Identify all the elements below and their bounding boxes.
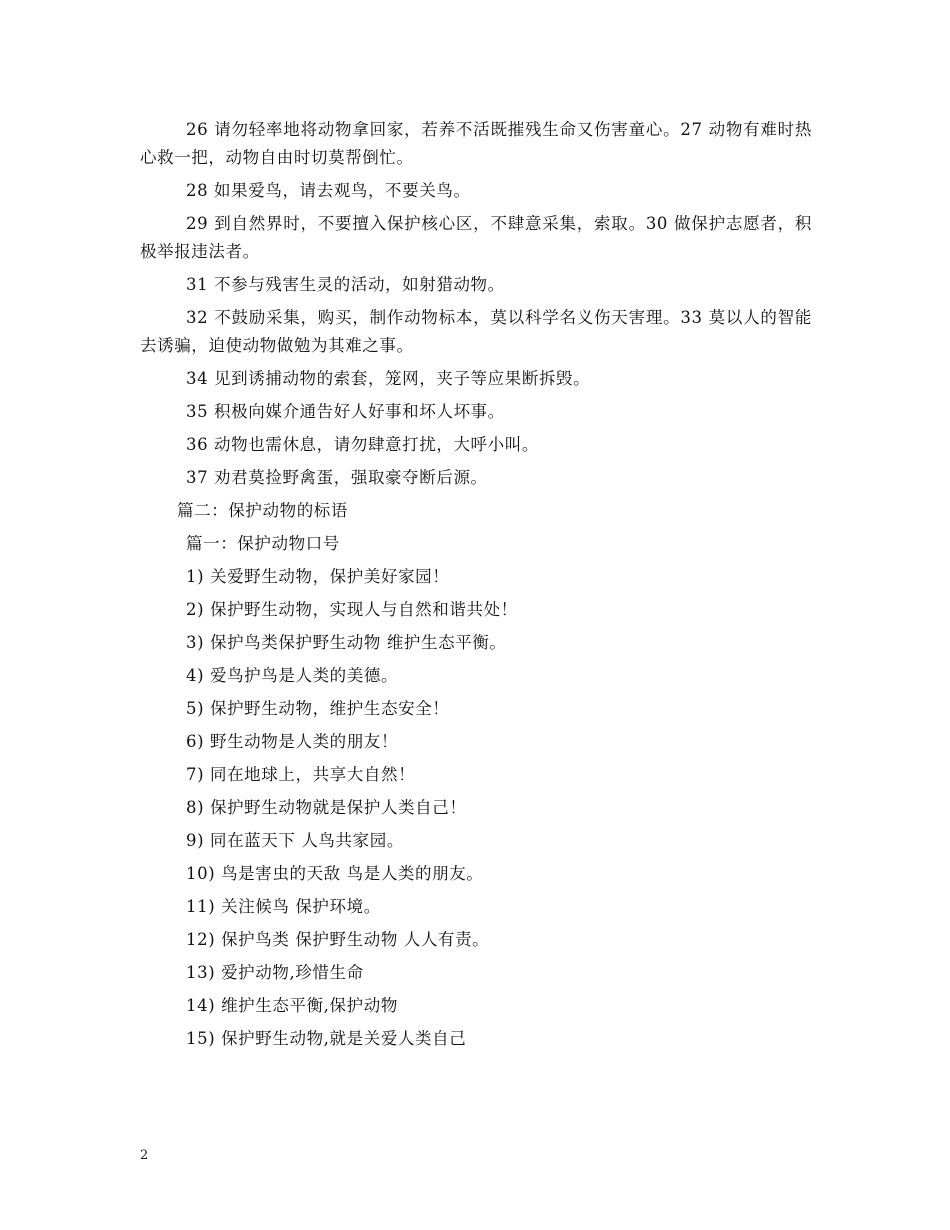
paragraph-31: 31 不参与残害生灵的活动，如射猎动物。 — [186, 275, 505, 294]
paragraph-36: 36 动物也需休息，请勿肆意打扰，大呼小叫。 — [186, 435, 539, 454]
paragraph-28: 28 如果爱鸟，请去观鸟，不要关鸟。 — [186, 181, 471, 200]
slogan-item: 5) 保护野生动物，维护生态安全！ — [186, 699, 450, 718]
slogan-item: 12) 保护鸟类 保护野生动物 人人有责。 — [186, 930, 490, 949]
slogan-item: 2) 保护野生动物，实现人与自然和谐共处！ — [186, 600, 518, 619]
slogan-item: 14) 维护生态平衡,保护动物 — [186, 996, 398, 1015]
slogan-item: 3) 保护鸟类保护野生动物 维护生态平衡。 — [186, 633, 507, 652]
slogan-item: 15) 保护野生动物,就是关爱人类自己 — [186, 1029, 467, 1048]
slogan-item: 7) 同在地球上，共享大自然！ — [186, 765, 416, 784]
slogan-item: 13) 爱护动物,珍惜生命 — [186, 963, 364, 982]
slogan-item: 4) 爱鸟护鸟是人类的美德。 — [186, 666, 399, 685]
paragraph-35: 35 积极向媒介通告好人好事和坏人坏事。 — [186, 402, 505, 421]
page-number: 2 — [140, 1148, 149, 1163]
slogan-item: 11) 关注候鸟 保护环境。 — [186, 897, 381, 916]
paragraph-26-27: 26 请勿轻率地将动物拿回家，若养不活既摧残生命又伤害童心。27 动物有难时热心救一把，动物自由时切莫帮倒忙。 — [140, 120, 812, 167]
paragraph-32-33: 32 不鼓励采集，购买，制作动物标本，莫以科学名义伤天害理。33 莫以人的智能去诱骗，迫使动物做勉为其难之事。 — [140, 308, 812, 355]
slogan-item: 10) 鸟是害虫的天敌 鸟是人类的朋友。 — [186, 864, 484, 883]
section-heading: 篇二：保护动物的标语 — [177, 501, 348, 520]
paragraph-34: 34 见到诱捕动物的索套，笼网，夹子等应果断拆毁。 — [186, 369, 591, 388]
paragraph-29-30: 29 到自然界时，不要擅入保护核心区，不肆意采集，索取。30 做保护志愿者，积极举报违法者。 — [140, 214, 812, 261]
sub-heading: 篇一：保护动物口号 — [186, 534, 340, 553]
slogan-item: 8) 保护野生动物就是保护人类自己！ — [186, 798, 467, 817]
slogan-item: 1) 关爱野生动物，保护美好家园！ — [186, 567, 450, 586]
document-body — [140, 116, 812, 1058]
paragraph-37: 37 劝君莫捡野禽蛋，强取豪夺断后源。 — [186, 468, 488, 487]
slogan-item: 6) 野生动物是人类的朋友！ — [186, 732, 399, 751]
slogan-item: 9) 同在蓝天下 人鸟共家园。 — [186, 831, 404, 850]
